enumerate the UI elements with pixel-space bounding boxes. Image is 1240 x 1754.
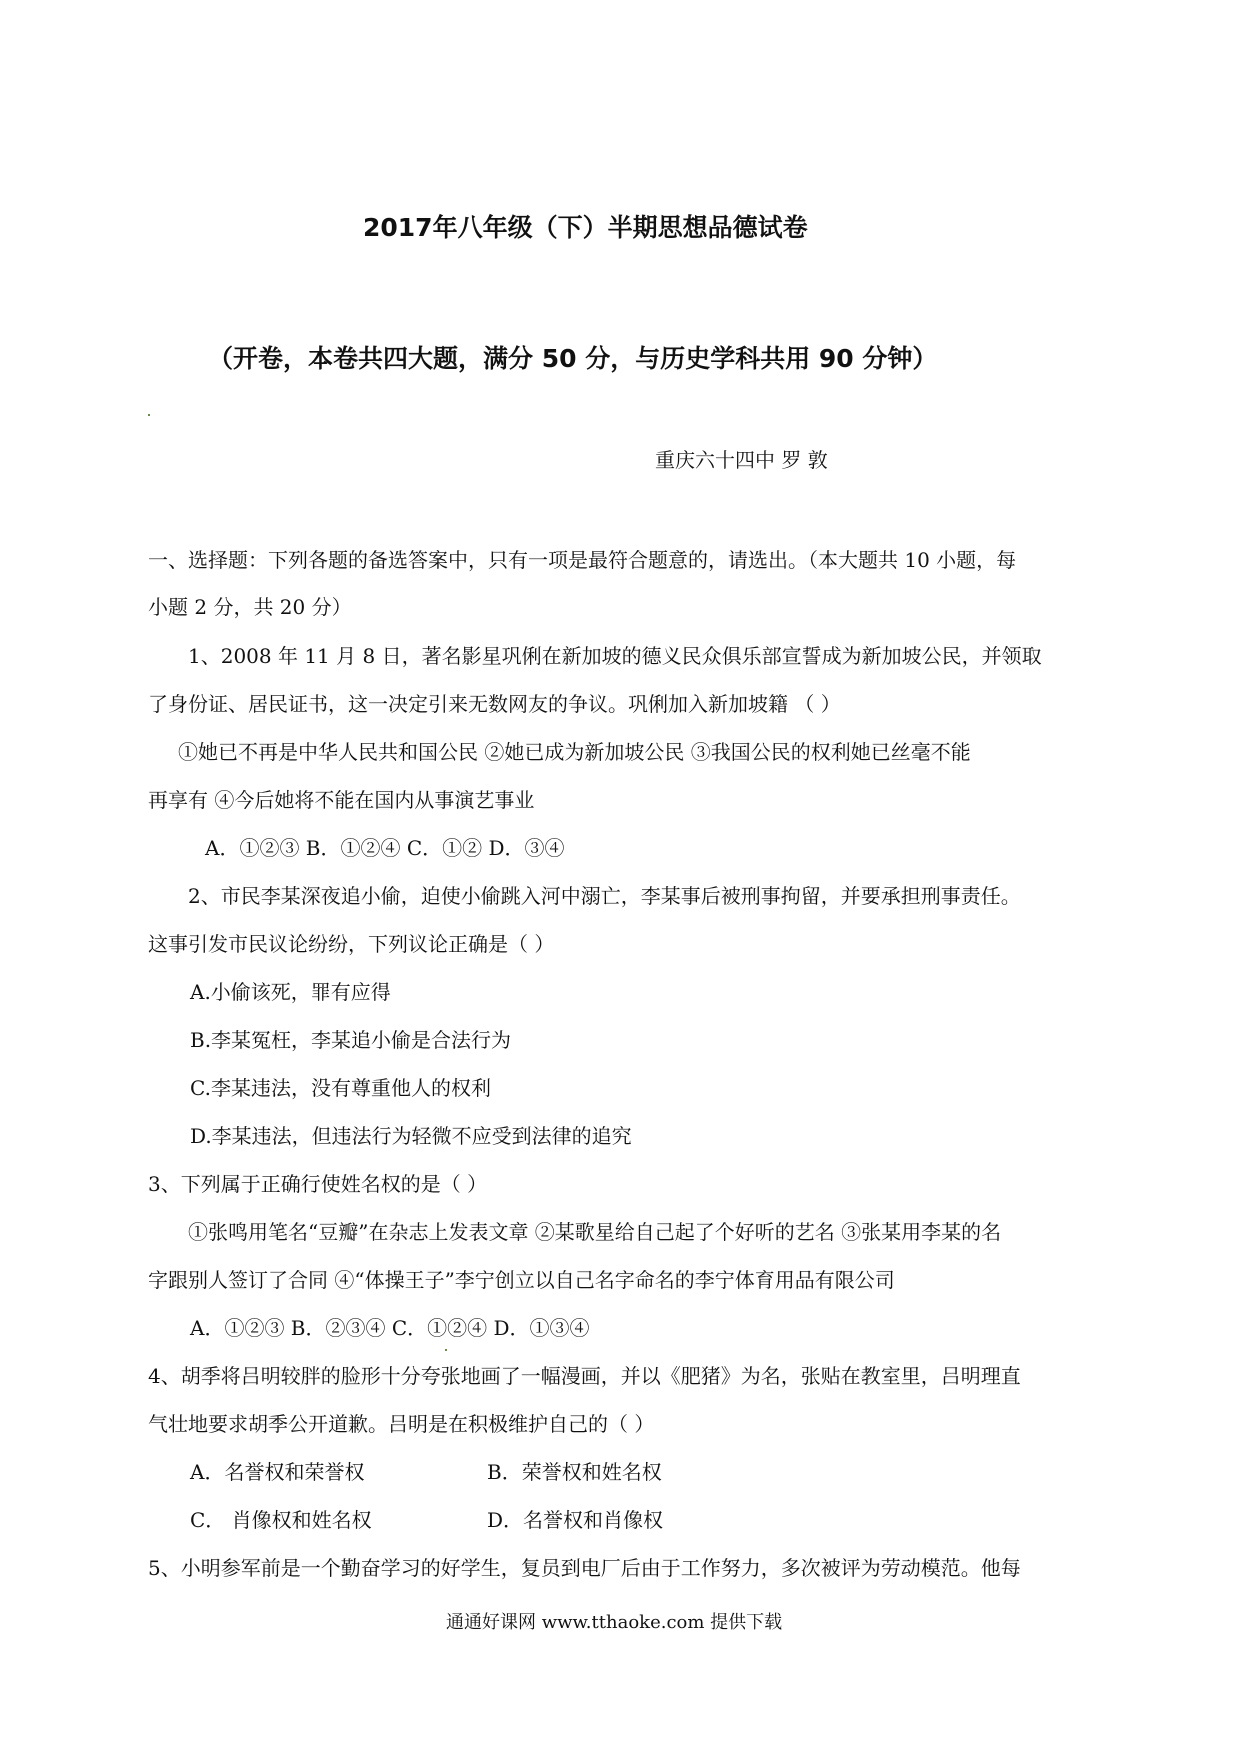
q3-line1: 3、下列属于正确行使姓名权的是（ ）	[148, 1172, 488, 1196]
q2-option-a: A.小偷该死，罪有应得	[190, 980, 391, 1004]
q1-line4: 再享有 ④今后她将不能在国内从事演艺事业	[148, 788, 535, 812]
scan-speck-2	[445, 1349, 447, 1351]
q2-line2: 这事引发市民议论纷纷，下列议论正确是（ ）	[148, 932, 555, 956]
section1-instruction-line2: 小题 2 分，共 20 分）	[148, 595, 352, 619]
q1-line1: 1、2008 年 11 月 8 日，著名影星巩俐在新加坡的德义民众俱乐部宣誓成为新加坡公民，并领取	[188, 644, 1042, 668]
q2-option-c: C.李某违法，没有尊重他人的权利	[190, 1076, 491, 1100]
page-subtitle: （开卷，本卷共四大题，满分 50 分，与历史学科共用 90 分钟）	[208, 344, 938, 373]
q5-line1: 5、小明参军前是一个勤奋学习的好学生，复员到电厂后由于工作努力，多次被评为劳动模范。他每	[148, 1556, 1021, 1580]
q4-line1: 4、胡季将吕明较胖的脸形十分夸张地画了一幅漫画，并以《肥猪》为名，张贴在教室里，吕明理直	[148, 1364, 1021, 1388]
q2-option-b: B.李某冤枉，李某追小偷是合法行为	[190, 1028, 512, 1052]
q3-options: A．①②③ B．②③④ C．①②④ D．①③④	[190, 1316, 590, 1340]
q1-options: A．①②③ B．①②④ C．①② D．③④	[205, 836, 565, 860]
q3-line2: ①张鸣用笔名“豆瓣”在杂志上发表文章 ②某歌星给自己起了个好听的艺名 ③张某用李某的名	[188, 1220, 1002, 1244]
q4-option-b: B．荣誉权和姓名权	[487, 1460, 662, 1484]
page-footer: 通通好课网 www.tthaoke.com 提供下载	[446, 1612, 783, 1633]
q4-option-d: D．名誉权和肖像权	[487, 1508, 664, 1532]
page-title: 2017年八年级（下）半期思想品德试卷	[363, 213, 808, 242]
q4-line2: 气壮地要求胡季公开道歉。吕明是在积极维护自己的（ ）	[148, 1412, 655, 1436]
section1-instruction-line1: 一、选择题：下列各题的备选答案中，只有一项是最符合题意的，请选出。（本大题共 10 小题，每	[148, 548, 1017, 572]
q2-line1: 2、市民李某深夜追小偷，迫使小偷跳入河中溺亡，李某事后被刑事拘留，并要承担刑事责任。	[188, 884, 1021, 908]
q2-option-d: D.李某违法，但违法行为轻微不应受到法律的追究	[190, 1124, 632, 1148]
q3-line3: 字跟别人签订了合同 ④“体操王子”李宁创立以自己名字命名的李宁体育用品有限公司	[148, 1268, 895, 1292]
q1-line3: ①她已不再是中华人民共和国公民 ②她已成为新加坡公民 ③我国公民的权利她已丝毫不能	[178, 740, 971, 764]
q4-option-a: A．名誉权和荣誉权	[190, 1460, 365, 1484]
school-author: 重庆六十四中 罗 敦	[655, 448, 828, 472]
q4-option-c: C． 肖像权和姓名权	[190, 1508, 372, 1532]
q1-line2: 了身份证、居民证书，这一决定引来无数网友的争议。巩俐加入新加坡籍 （ ）	[148, 692, 841, 716]
scan-speck	[148, 414, 150, 416]
